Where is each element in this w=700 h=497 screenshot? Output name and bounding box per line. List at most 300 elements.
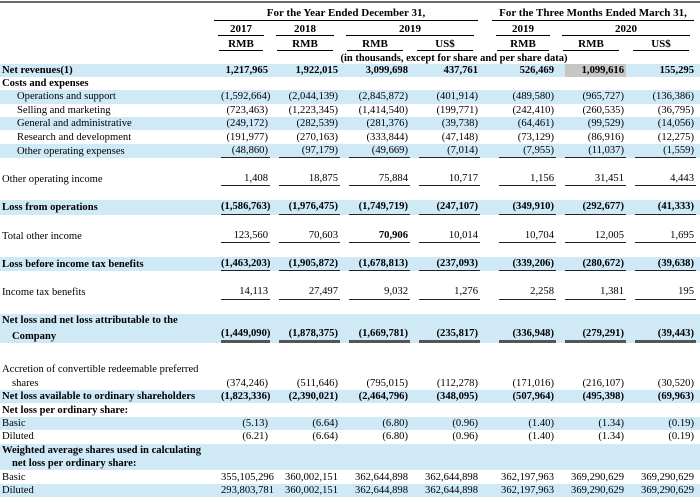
value: 10,717 bbox=[419, 172, 480, 186]
financial-statement-page bbox=[0, 1, 700, 486]
value-cell bbox=[626, 430, 696, 443]
value: (237,093) bbox=[419, 257, 480, 271]
value: (1,878,375) bbox=[279, 327, 340, 343]
value: (280,672) bbox=[565, 257, 626, 271]
value-cell bbox=[556, 172, 626, 186]
value: 2,258 bbox=[499, 285, 556, 299]
row-label: Weighted average shares used in calculating bbox=[0, 444, 212, 457]
value-cell bbox=[556, 430, 626, 443]
year-header-2018: 2018 bbox=[276, 21, 334, 36]
table-row bbox=[0, 470, 700, 483]
value: 369,290,629 bbox=[635, 484, 696, 497]
value-cell bbox=[212, 172, 270, 186]
value-cell bbox=[556, 377, 626, 390]
value-cell bbox=[490, 104, 556, 117]
value-cell bbox=[556, 484, 626, 497]
value-cell bbox=[212, 131, 270, 144]
table-row bbox=[0, 64, 700, 77]
value-cell bbox=[340, 200, 410, 214]
value: 70,906 bbox=[349, 229, 410, 243]
value-cell bbox=[340, 131, 410, 144]
table-row bbox=[0, 257, 700, 271]
value-cell bbox=[340, 90, 410, 103]
value: 1,381 bbox=[565, 285, 626, 299]
column-group-title-year-ended: For the Year Ended December 31, bbox=[214, 7, 478, 21]
value: (0.19) bbox=[635, 417, 696, 430]
row-label: Selling and marketing bbox=[0, 104, 212, 117]
value-cell bbox=[410, 377, 480, 390]
value: 1,276 bbox=[419, 285, 480, 299]
value-cell bbox=[212, 200, 270, 214]
value: (2,464,796) bbox=[349, 390, 410, 403]
value: (1.40) bbox=[499, 417, 556, 430]
value-cell bbox=[340, 172, 410, 186]
value: (0.96) bbox=[419, 430, 480, 443]
year-header-2020-q1: 2020 bbox=[562, 21, 690, 36]
value-cell bbox=[410, 200, 480, 214]
value-cell bbox=[490, 131, 556, 144]
spacer-row bbox=[0, 186, 700, 200]
value-cell bbox=[212, 144, 270, 158]
table-row bbox=[0, 90, 700, 103]
value: 1,217,965 bbox=[221, 64, 270, 77]
value: (6.64) bbox=[279, 417, 340, 430]
value: (7,014) bbox=[419, 144, 480, 158]
value: (1,749,719) bbox=[349, 200, 410, 214]
value-cell bbox=[490, 484, 556, 497]
value-cell bbox=[212, 471, 270, 484]
value: 123,560 bbox=[221, 229, 270, 243]
value: (1,559) bbox=[635, 144, 696, 158]
table-row bbox=[0, 403, 700, 416]
header-units-note-row bbox=[0, 51, 700, 64]
row-label: Diluted bbox=[0, 430, 212, 443]
row-label: Net loss available to ordinary shareholders bbox=[0, 390, 212, 403]
value: (1,592,664) bbox=[221, 90, 270, 103]
value-cell bbox=[212, 64, 270, 77]
value-cell bbox=[556, 257, 626, 271]
value-cell bbox=[212, 327, 270, 343]
value-cell bbox=[490, 327, 556, 343]
value-cell bbox=[490, 64, 556, 77]
value-cell bbox=[556, 327, 626, 343]
value-cell bbox=[556, 104, 626, 117]
value-cell bbox=[212, 285, 270, 299]
value: 70,603 bbox=[279, 229, 340, 243]
value-cell bbox=[556, 200, 626, 214]
value: (339,206) bbox=[499, 257, 556, 271]
table-row bbox=[0, 172, 700, 186]
value-cell bbox=[270, 471, 340, 484]
value: (249,172) bbox=[221, 117, 270, 130]
header-group-titles bbox=[0, 7, 700, 21]
value: (965,727) bbox=[565, 90, 626, 103]
value-cell bbox=[340, 430, 410, 443]
value-cell bbox=[556, 229, 626, 243]
value-cell bbox=[340, 417, 410, 430]
row-label: Loss before income tax benefits bbox=[0, 258, 212, 271]
value: 369,290,629 bbox=[635, 471, 696, 484]
value-cell bbox=[626, 484, 696, 497]
spacer-row bbox=[0, 243, 700, 257]
top-divider bbox=[0, 1, 700, 3]
value: 14,113 bbox=[221, 285, 270, 299]
table-row bbox=[0, 117, 700, 130]
value-cell bbox=[410, 172, 480, 186]
value: (11,037) bbox=[565, 144, 626, 158]
row-label: Loss from operations bbox=[0, 201, 212, 214]
table-row bbox=[0, 484, 700, 497]
value-cell bbox=[410, 390, 480, 403]
row-label: shares bbox=[0, 377, 212, 390]
value: (2,390,021) bbox=[279, 390, 340, 403]
value-cell bbox=[626, 327, 696, 343]
value-cell bbox=[212, 90, 270, 103]
value: 360,002,151 bbox=[279, 471, 340, 484]
value: (1,905,872) bbox=[279, 257, 340, 271]
row-label: Net loss and net loss attributable to the bbox=[0, 314, 212, 327]
value-cell bbox=[270, 90, 340, 103]
value-cell bbox=[626, 104, 696, 117]
currency-header: RMB bbox=[347, 36, 403, 51]
value: 1,695 bbox=[635, 229, 696, 243]
value-cell bbox=[212, 377, 270, 390]
value: (1,223,345) bbox=[279, 104, 340, 117]
value-cell bbox=[270, 417, 340, 430]
value-cell bbox=[340, 229, 410, 243]
spacer-row bbox=[0, 300, 700, 314]
value: 1,408 bbox=[221, 172, 270, 186]
value-cell bbox=[626, 390, 696, 403]
value: 362,644,898 bbox=[349, 471, 410, 484]
value-cell bbox=[410, 327, 480, 343]
units-note: (in thousands, except for share and per share data) bbox=[212, 51, 696, 64]
value-cell bbox=[270, 117, 340, 130]
value: 362,644,898 bbox=[419, 484, 480, 497]
value: 293,803,781 bbox=[221, 484, 270, 497]
value-cell bbox=[410, 285, 480, 299]
value-cell bbox=[270, 200, 340, 214]
value: (282,539) bbox=[279, 117, 340, 130]
spacer-row bbox=[0, 158, 700, 172]
value: (374,246) bbox=[221, 377, 270, 390]
value: (171,016) bbox=[499, 377, 556, 390]
table-row bbox=[0, 314, 700, 327]
table-row bbox=[0, 104, 700, 117]
value-cell bbox=[340, 104, 410, 117]
value-cell bbox=[626, 417, 696, 430]
value-cell bbox=[626, 144, 696, 158]
value: 27,497 bbox=[279, 285, 340, 299]
value: (191,977) bbox=[221, 131, 270, 144]
value: 3,099,698 bbox=[349, 64, 410, 77]
value-cell bbox=[626, 471, 696, 484]
value-cell bbox=[340, 257, 410, 271]
value-cell bbox=[340, 377, 410, 390]
table-row bbox=[0, 327, 700, 343]
value-cell bbox=[270, 484, 340, 497]
value-cell bbox=[410, 64, 480, 77]
value: (5.13) bbox=[221, 417, 270, 430]
value-cell bbox=[556, 471, 626, 484]
value: (48,860) bbox=[221, 144, 270, 158]
value: 155,295 bbox=[635, 64, 696, 77]
value: (1,414,540) bbox=[349, 104, 410, 117]
value: (495,398) bbox=[565, 390, 626, 403]
row-label: Costs and expenses bbox=[0, 77, 212, 90]
value-cell bbox=[556, 90, 626, 103]
value-cell bbox=[490, 229, 556, 243]
value-cell bbox=[270, 144, 340, 158]
row-label: Research and development bbox=[0, 131, 212, 144]
value-cell bbox=[270, 257, 340, 271]
row-label: Basic bbox=[0, 417, 212, 430]
year-header-2017: 2017 bbox=[218, 21, 264, 36]
value: 31,451 bbox=[565, 172, 626, 186]
table-row bbox=[0, 285, 700, 299]
value-cell bbox=[490, 200, 556, 214]
value: (235,817) bbox=[419, 327, 480, 343]
value-cell bbox=[270, 104, 340, 117]
currency-header: RMB bbox=[277, 36, 333, 51]
value: 1,099,616 bbox=[565, 64, 626, 77]
value-cell bbox=[626, 285, 696, 299]
value: (333,844) bbox=[349, 131, 410, 144]
value: (112,278) bbox=[419, 377, 480, 390]
value-cell bbox=[410, 471, 480, 484]
value-cell bbox=[410, 144, 480, 158]
header-currencies bbox=[0, 36, 700, 51]
value-cell bbox=[212, 104, 270, 117]
value-cell bbox=[410, 430, 480, 443]
value-cell bbox=[270, 327, 340, 343]
value-cell bbox=[270, 285, 340, 299]
value-cell bbox=[340, 64, 410, 77]
value: 526,469 bbox=[499, 64, 556, 77]
value-cell bbox=[490, 377, 556, 390]
value-cell bbox=[340, 471, 410, 484]
value-cell bbox=[490, 430, 556, 443]
value: 369,290,629 bbox=[565, 471, 626, 484]
value: (489,580) bbox=[499, 90, 556, 103]
value: (279,291) bbox=[565, 327, 626, 343]
value: (349,910) bbox=[499, 200, 556, 214]
row-label: net loss per ordinary share: bbox=[0, 457, 212, 470]
value-cell bbox=[490, 144, 556, 158]
value: 355,105,296 bbox=[221, 471, 270, 484]
value: (12,275) bbox=[635, 131, 696, 144]
value-cell bbox=[556, 417, 626, 430]
value: (39,443) bbox=[635, 327, 696, 343]
row-label: Operations and support bbox=[0, 90, 212, 103]
value: (64,461) bbox=[499, 117, 556, 130]
value: (14,056) bbox=[635, 117, 696, 130]
value-cell bbox=[340, 285, 410, 299]
value: 362,197,963 bbox=[499, 471, 556, 484]
value: 360,002,151 bbox=[279, 484, 340, 497]
value: (47,148) bbox=[419, 131, 480, 144]
value-cell bbox=[410, 90, 480, 103]
value-cell bbox=[340, 390, 410, 403]
value: (336,948) bbox=[499, 327, 556, 343]
value: (41,333) bbox=[635, 200, 696, 214]
value-cell bbox=[626, 90, 696, 103]
value: 4,443 bbox=[635, 172, 696, 186]
value-cell bbox=[626, 117, 696, 130]
value: (401,914) bbox=[419, 90, 480, 103]
value: 18,875 bbox=[279, 172, 340, 186]
value-cell bbox=[626, 200, 696, 214]
value: (36,795) bbox=[635, 104, 696, 117]
table-row bbox=[0, 130, 700, 143]
value-cell bbox=[340, 144, 410, 158]
header-years bbox=[0, 21, 700, 36]
value-cell bbox=[270, 64, 340, 77]
row-label: Net revenues(1) bbox=[0, 64, 212, 77]
value-cell bbox=[340, 484, 410, 497]
value-cell bbox=[626, 229, 696, 243]
table-row bbox=[0, 363, 700, 376]
value: (1.40) bbox=[499, 430, 556, 443]
value: (86,916) bbox=[565, 131, 626, 144]
table-row bbox=[0, 457, 700, 470]
table-row bbox=[0, 417, 700, 430]
spacer-row bbox=[0, 343, 700, 363]
value-cell bbox=[490, 117, 556, 130]
row-label: Basic bbox=[0, 471, 212, 484]
value: 362,644,898 bbox=[349, 484, 410, 497]
table-row bbox=[0, 430, 700, 443]
value: (97,179) bbox=[279, 144, 340, 158]
row-label: Net loss per ordinary share: bbox=[0, 404, 212, 417]
value: (6.80) bbox=[349, 430, 410, 443]
value: (69,963) bbox=[635, 390, 696, 403]
year-header-2019: 2019 bbox=[346, 21, 474, 36]
value-cell bbox=[490, 257, 556, 271]
value-cell bbox=[626, 131, 696, 144]
value: (2,044,139) bbox=[279, 90, 340, 103]
value-cell bbox=[340, 327, 410, 343]
value-cell bbox=[410, 257, 480, 271]
table-row bbox=[0, 229, 700, 243]
currency-header: RMB bbox=[563, 36, 619, 51]
currency-header: US$ bbox=[633, 36, 689, 51]
value-cell bbox=[626, 377, 696, 390]
value: (260,535) bbox=[565, 104, 626, 117]
value: (0.19) bbox=[635, 430, 696, 443]
value: (1,669,781) bbox=[349, 327, 410, 343]
value: 195 bbox=[635, 285, 696, 299]
value-cell bbox=[270, 430, 340, 443]
column-group-title-three-months: For the Three Months Ended March 31, bbox=[492, 7, 694, 21]
value-cell bbox=[270, 131, 340, 144]
row-label: Accretion of convertible redeemable preferred bbox=[0, 363, 212, 376]
value: (242,410) bbox=[499, 104, 556, 117]
table-row bbox=[0, 200, 700, 214]
value-cell bbox=[556, 64, 626, 77]
value-cell bbox=[410, 104, 480, 117]
value: (1,449,090) bbox=[221, 327, 270, 343]
value: (795,015) bbox=[349, 377, 410, 390]
value-cell bbox=[212, 229, 270, 243]
value-cell bbox=[490, 417, 556, 430]
value-cell bbox=[556, 285, 626, 299]
value: (247,107) bbox=[419, 200, 480, 214]
value-cell bbox=[626, 257, 696, 271]
value: (216,107) bbox=[565, 377, 626, 390]
currency-header: RMB bbox=[497, 36, 549, 51]
value: (2,845,872) bbox=[349, 90, 410, 103]
value-cell bbox=[556, 144, 626, 158]
value: (73,129) bbox=[499, 131, 556, 144]
value: (6.64) bbox=[279, 430, 340, 443]
value: (1,678,813) bbox=[349, 257, 410, 271]
value-cell bbox=[270, 172, 340, 186]
currency-header: US$ bbox=[417, 36, 473, 51]
row-label: Company bbox=[0, 330, 212, 343]
table-row bbox=[0, 377, 700, 390]
value: (348,095) bbox=[419, 390, 480, 403]
value-cell bbox=[556, 131, 626, 144]
row-label: Income tax benefits bbox=[0, 286, 212, 299]
value-cell bbox=[490, 90, 556, 103]
value-cell bbox=[212, 257, 270, 271]
spacer-row bbox=[0, 215, 700, 229]
row-label: Total other income bbox=[0, 230, 212, 243]
value: (39,638) bbox=[635, 257, 696, 271]
table-row bbox=[0, 144, 700, 158]
value: (1.34) bbox=[565, 430, 626, 443]
table-row bbox=[0, 390, 700, 403]
value-cell bbox=[556, 117, 626, 130]
value: (1.34) bbox=[565, 417, 626, 430]
year-header-2019-q1: 2019 bbox=[496, 21, 550, 36]
row-label: Other operating income bbox=[0, 173, 212, 186]
value: (136,386) bbox=[635, 90, 696, 103]
value-cell bbox=[490, 471, 556, 484]
value-cell bbox=[270, 377, 340, 390]
value: 9,032 bbox=[349, 285, 410, 299]
value: (723,463) bbox=[221, 104, 270, 117]
value-cell bbox=[212, 484, 270, 497]
value-cell bbox=[212, 417, 270, 430]
table-row bbox=[0, 77, 700, 90]
spacer-row bbox=[0, 271, 700, 285]
row-label: General and administrative bbox=[0, 117, 212, 130]
value: (39,738) bbox=[419, 117, 480, 130]
value-cell bbox=[490, 285, 556, 299]
value: (6.21) bbox=[221, 430, 270, 443]
value-cell bbox=[212, 430, 270, 443]
table-body bbox=[0, 64, 700, 497]
value-cell bbox=[212, 390, 270, 403]
value: (1,463,203) bbox=[221, 257, 270, 271]
value-cell bbox=[410, 117, 480, 130]
value: 12,005 bbox=[565, 229, 626, 243]
value: 362,197,963 bbox=[499, 484, 556, 497]
value: (0.96) bbox=[419, 417, 480, 430]
value-cell bbox=[212, 117, 270, 130]
value-cell bbox=[270, 390, 340, 403]
value: (7,955) bbox=[499, 144, 556, 158]
value-cell bbox=[410, 131, 480, 144]
value-cell bbox=[340, 117, 410, 130]
value: (6.80) bbox=[349, 417, 410, 430]
value: 10,014 bbox=[419, 229, 480, 243]
value-cell bbox=[490, 390, 556, 403]
value-cell bbox=[410, 484, 480, 497]
value: 437,761 bbox=[419, 64, 480, 77]
